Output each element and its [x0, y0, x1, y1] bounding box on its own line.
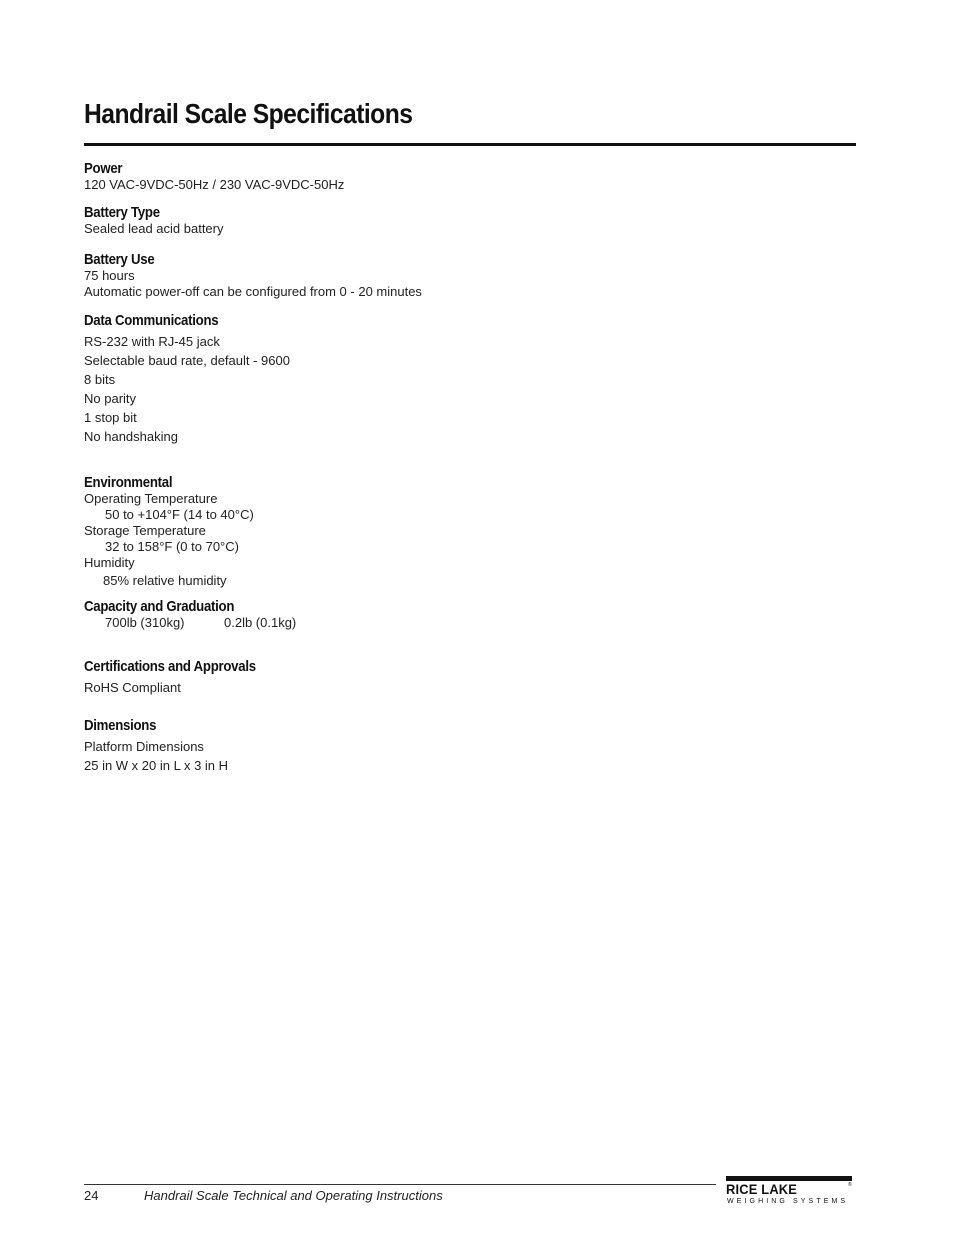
- data-comm-line: 8 bits: [84, 372, 116, 387]
- battery-use-line: 75 hours: [84, 268, 135, 283]
- section-battery-type: [84, 204, 223, 237]
- section-dimensions: [84, 717, 228, 775]
- section-power: [84, 160, 344, 193]
- data-comm-line: 1 stop bit: [84, 410, 137, 425]
- section-heading-power: Power: [84, 160, 123, 177]
- capacity-row: [84, 615, 296, 631]
- footer-rule: [84, 1184, 716, 1185]
- section-battery-use: [84, 251, 422, 300]
- data-comm-line: No parity: [84, 391, 137, 406]
- footer-document-title: Handrail Scale Technical and Operating Instructions: [144, 1188, 443, 1203]
- capacity-value: 700lb (310kg): [105, 615, 185, 630]
- title-rule: [84, 143, 856, 146]
- section-heading-data-communications: Data Communications: [84, 312, 219, 329]
- page-title: Handrail Scale Specifications: [84, 98, 413, 129]
- section-heading-capacity: Capacity and Graduation: [84, 598, 235, 615]
- section-environmental: [84, 474, 254, 589]
- section-heading-battery-use: Battery Use: [84, 251, 155, 268]
- data-comm-line: RS-232 with RJ-45 jack: [84, 334, 220, 349]
- humidity-value: 85% relative humidity: [103, 573, 227, 588]
- humidity-label: Humidity: [84, 555, 135, 570]
- dimensions-line: 25 in W x 20 in L x 3 in H: [84, 758, 229, 773]
- data-comm-line: Selectable baud rate, default - 9600: [84, 353, 290, 368]
- battery-use-line: Automatic power-off can be configured from 0 - 20 minutes: [84, 284, 422, 299]
- section-heading-environmental: Environmental: [84, 474, 173, 491]
- section-data-communications: [84, 312, 290, 446]
- section-heading-certifications: Certifications and Approvals: [84, 658, 256, 675]
- operating-temperature-value: 50 to +104°F (14 to 40°C): [105, 507, 254, 522]
- graduation-value: 0.2lb (0.1kg): [224, 615, 297, 630]
- certification-line: RoHS Compliant: [84, 680, 181, 695]
- logo-registered-mark: ®: [848, 1182, 852, 1188]
- section-capacity: [84, 598, 296, 631]
- rice-lake-logo: [726, 1176, 856, 1208]
- battery-type-line: Sealed lead acid battery: [84, 221, 224, 236]
- data-comm-line: No handshaking: [84, 429, 178, 444]
- dimensions-line: Platform Dimensions: [84, 739, 204, 754]
- logo-name: RICE LAKE: [726, 1181, 798, 1197]
- storage-temperature-label: Storage Temperature: [84, 523, 206, 538]
- storage-temperature-value: 32 to 158°F (0 to 70°C): [105, 539, 239, 554]
- logo-subtitle: WEIGHING SYSTEMS: [727, 1198, 849, 1205]
- operating-temperature-label: Operating Temperature: [84, 491, 218, 506]
- section-heading-battery-type: Battery Type: [84, 204, 160, 221]
- section-certifications: [84, 658, 279, 696]
- footer-page-number: 24: [84, 1188, 99, 1203]
- power-line: 120 VAC-9VDC-50Hz / 230 VAC-9VDC-50Hz: [84, 177, 345, 192]
- section-heading-dimensions: Dimensions: [84, 717, 157, 734]
